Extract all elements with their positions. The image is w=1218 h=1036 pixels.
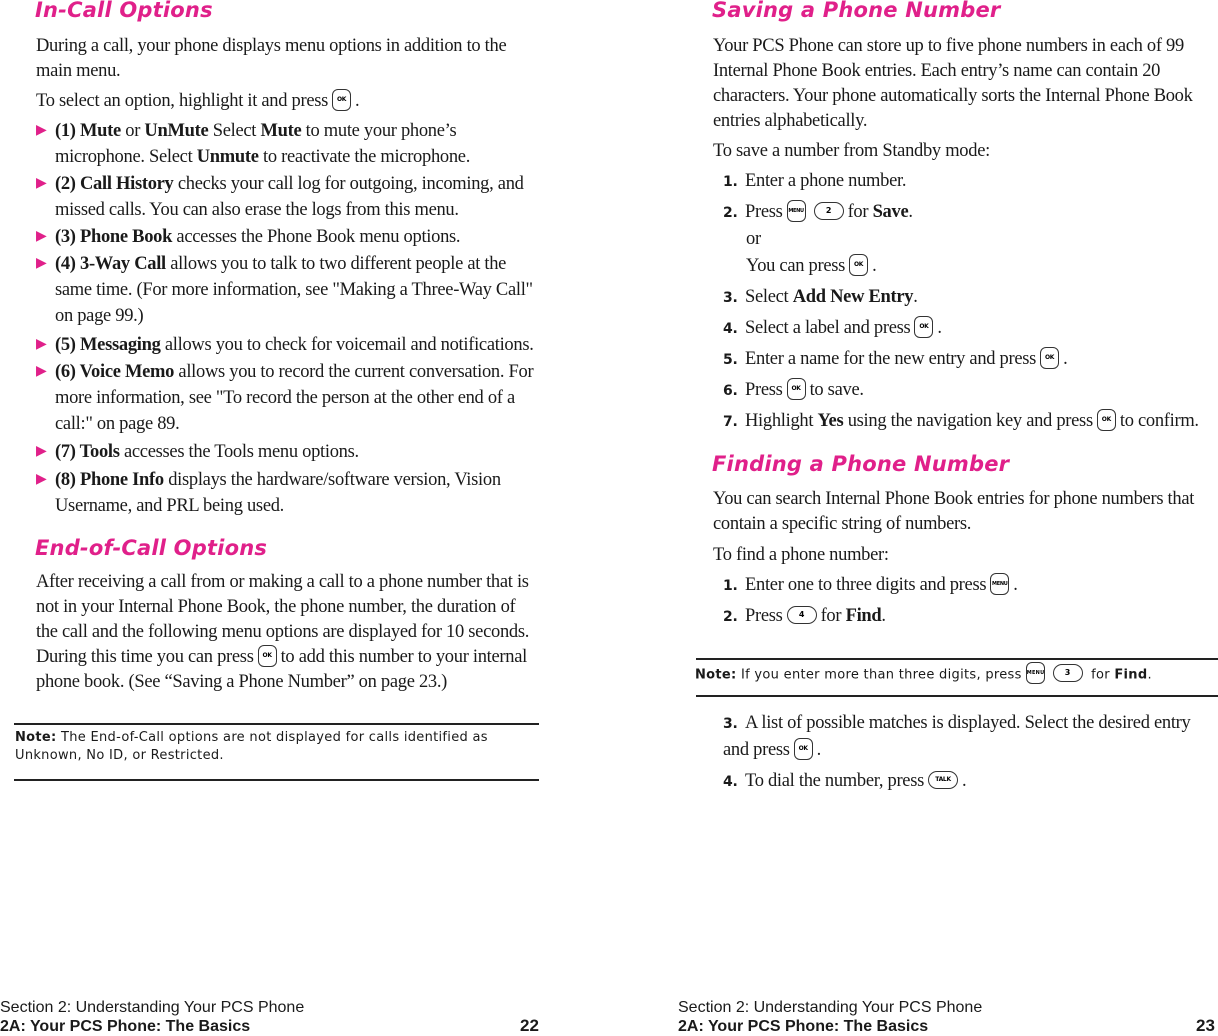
find-step-3: 3. A list of possible matches is displayed. Select the desired entry and press OK . — [723, 713, 1191, 760]
menu-key-icon: MENU — [787, 200, 806, 222]
finding-lead: To find a phone number: — [713, 545, 889, 565]
page-number: 22 — [520, 1016, 539, 1035]
note-top-rule — [14, 723, 539, 725]
save-step-1: 1. Enter a phone number. — [723, 171, 907, 191]
footer-subsection: 2A: Your PCS Phone: The Basics — [678, 1018, 929, 1035]
save-step-5: 5. Enter a name for the new entry and press OK . — [723, 346, 1067, 373]
ok-key-icon: OK — [787, 378, 806, 400]
four-key-icon: 4 — [787, 606, 817, 624]
finding-a-phone-number-heading: Finding a Phone Number — [712, 452, 1010, 476]
save-step-4: 4. Select a label and press OK . — [723, 315, 942, 342]
left-page — [0, 0, 545, 1036]
ok-key-icon: OK — [1097, 409, 1116, 431]
bullet-phone-book: ▶ (3) Phone Book accesses the Phone Book menu options. — [36, 224, 541, 250]
in-call-intro: During a call, your phone displays menu options in addition to the main menu. — [36, 36, 507, 81]
right-note: Note: If you enter more than three digits, press MENU 3 for Find. — [695, 664, 1215, 686]
left-note: Note: The End-of-Call options are not displayed for calls identified as Unknown, No ID, or Restricted. — [15, 730, 488, 763]
ok-key-icon: OK — [849, 254, 868, 276]
note-bottom-rule — [696, 695, 1218, 697]
menu-key-icon: MENU — [990, 573, 1009, 595]
triangle-bullet-icon: ▶ — [36, 337, 47, 352]
end-of-call-options-heading: End-of-Call Options — [35, 536, 268, 560]
triangle-bullet-icon: ▶ — [36, 444, 47, 459]
saving-intro: Your PCS Phone can store up to five phone numbers in each of 99 Internal Phone Book entries. Each entry’s name can contain 20 characters. Your phone automatically sorts the Internal Phone Book entries alphabetically. — [713, 36, 1193, 131]
bullet-mute: ▶ (1) Mute or UnMute Select Mute to mute your phone’s microphone. Select Unmute to reactivate the microphone. — [36, 118, 541, 170]
bullet-call-history: ▶ (2) Call History checks your call log for outgoing, incoming, and missed calls. You can also erase the logs from this menu. — [36, 171, 541, 223]
right-footer — [678, 998, 982, 1036]
save-step-6: 6. Press OK to save. — [723, 377, 864, 404]
right-page — [678, 0, 1218, 1036]
triangle-bullet-icon: ▶ — [36, 364, 47, 379]
select-text: To select an option, highlight it and press — [36, 91, 329, 111]
ok-key-icon: OK — [332, 89, 351, 111]
save-step-2-alt: You can press OK . — [746, 253, 876, 279]
in-call-select-text: To select an option, highlight it and press OK . — [36, 89, 541, 114]
mute-label: (1) Mute — [55, 121, 121, 141]
unmute-label: UnMute — [144, 121, 209, 141]
note-bottom-rule — [14, 779, 539, 781]
bullet-messaging: ▶ (5) Messaging allows you to check for voicemail and notifications. — [36, 332, 541, 358]
save-step-3: 3. Select Add New Entry. — [723, 287, 918, 307]
end-of-call-body: After receiving a call from or making a call to a phone number that is not in your Internal Phone Book, the phone number, the duration of the call and the following menu options are displayed for 10 seconds. During this time you can press OK to add this number to your internal phone book. (See “Saving a Phone Number” on page 23.) — [36, 572, 530, 692]
save-step-2: 2. Press MENU 2 for Save. — [723, 199, 913, 226]
footer-subsection: 2A: Your PCS Phone: The Basics — [0, 1018, 251, 1035]
bullet-3-way-call: ▶ (4) 3-Way Call allows you to talk to two different people at the same time. (For more information, see "Making a Three-Way Call" on page 99.) — [36, 251, 541, 329]
find-step-4: 4. To dial the number, press TALK . — [723, 771, 967, 791]
find-step-1: 1. Enter one to three digits and press MENU . — [723, 572, 1018, 599]
ok-key-icon: OK — [258, 645, 277, 667]
ok-key-icon: OK — [914, 316, 933, 338]
save-step-7: 7. Highlight Yes using the navigation key and press OK to confirm. — [723, 408, 1199, 435]
ok-key-icon: OK — [1040, 347, 1059, 369]
ok-key-icon: OK — [794, 738, 813, 760]
in-call-options-heading: In-Call Options — [35, 0, 213, 22]
saving-a-phone-number-heading: Saving a Phone Number — [712, 0, 1001, 22]
triangle-bullet-icon: ▶ — [36, 176, 47, 191]
two-key-icon: 2 — [814, 202, 844, 220]
note-label: Note: — [695, 667, 737, 683]
triangle-bullet-icon: ▶ — [36, 229, 47, 244]
triangle-bullet-icon: ▶ — [36, 256, 47, 271]
three-key-icon: 3 — [1053, 664, 1083, 682]
talk-key-icon: TALK — [928, 771, 958, 789]
saving-lead: To save a number from Standby mode: — [713, 141, 990, 161]
triangle-bullet-icon: ▶ — [36, 123, 47, 138]
finding-intro: You can search Internal Phone Book entries for phone numbers that contain a specific string of numbers. — [713, 489, 1195, 534]
menu-key-icon: MENU — [1026, 662, 1045, 684]
note-label: Note: — [15, 730, 57, 745]
save-step-2-or: or — [746, 229, 761, 249]
triangle-bullet-icon: ▶ — [36, 472, 47, 487]
bullet-phone-info: ▶ (8) Phone Info displays the hardware/software version, Vision Username, and PRL being used. — [36, 467, 541, 519]
footer-section: Section 2: Understanding Your PCS Phone — [0, 999, 305, 1016]
footer-section: Section 2: Understanding Your PCS Phone — [678, 999, 983, 1016]
find-step-2: 2. Press 4 for Find. — [723, 606, 886, 626]
bullet-voice-memo: ▶ (6) Voice Memo allows you to record the current conversation. For more information, see "To record the person at the other end of a call:" on page 89. — [36, 359, 541, 437]
left-footer — [0, 998, 304, 1036]
note-top-rule — [696, 658, 1218, 660]
bullet-tools: ▶ (7) Tools accesses the Tools menu options. — [36, 439, 541, 465]
page-number: 23 — [1196, 1016, 1215, 1035]
